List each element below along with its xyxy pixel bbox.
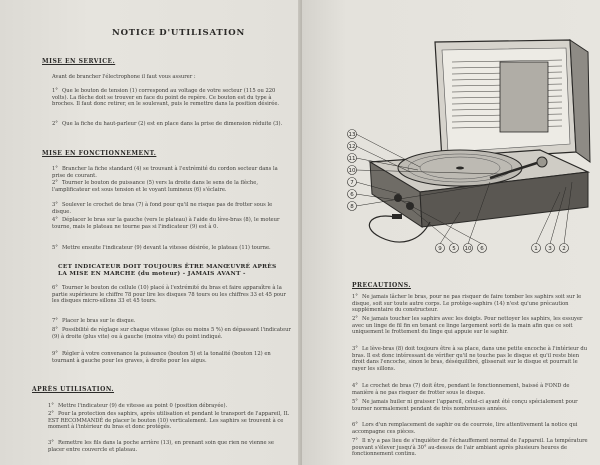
record-player-illustration (340, 22, 595, 272)
callout-9: 9 (438, 246, 442, 252)
mef-item-8: 8° Possibilité de réglage sur chaque vitesse (plus ou moins 5 %) en dépassant l'indicateur (9) à droite (plus vite) ou à gauche (moins vite) du point indiqué. (52, 327, 291, 340)
intro-text: Avant de brancher l'électrophone il faut vous assurer : (52, 74, 196, 80)
mef-item-2: 2° Tourner le bouton de puissance (5) vers la droite dans le sens de la flèche, l'amplificateur est sous tension et le voyant lumineux (6) s'éclaire. (52, 180, 258, 193)
callout-7: 7 (350, 180, 354, 186)
prec-item-1: 1° Ne jamais lâcher le bras, pour ne pas risquer de faire tomber les saphirs soit sur le disque, soit sur toute autre corps. Le protège-saphirs (14) n'est qu'une précaution supplémentaire du constructeur. (352, 294, 582, 314)
au-item-2: 2° Pour la protection des saphirs, après utilisation et pendant le transport de l'appareil, IL EST RECOMMANDÉ de placer le bouton (10) verticalement. Les saphirs se trouvent à ce moment à l'intérieur du bras et donc protégés. (48, 411, 289, 431)
page-title: NOTICE D'UTILISATION (112, 28, 246, 38)
mef-item-4: 4° Déplacer le bras sur la gauche (vers le plateau) à l'aide du lève-bras (8), le moteur tourne, mais le plateau ne tourne pas si l'indicateur (9) est à 0. (52, 217, 280, 230)
prec-item-4: 4° Le crochet de bras (7) doit être, pendant le fonctionnement, baissé à FOND de manière à ne pas risquer de frotter sous le disque. (352, 383, 570, 396)
callout-5: 5 (452, 246, 456, 252)
prec-item-5: 5° Ne jamais huiler ni graisser l'appareil, celui-ci ayant été conçu spécialement pour tourner normalement pendant de très nombreuses années. (352, 399, 578, 412)
prec-item-3: 3° Le lève-bras (8) doit toujours être à sa place, dans une petite encoche à l'intérieur du bras. Il est donc intéressant de vérifier qu'il ne touche pas le disque et qu'il reste bien droit dans l'encoche, sinon le bras, déséquilibré, glisserait sur le disque et pourrait le rayer les sillons. (352, 346, 588, 372)
right-page (302, 0, 600, 465)
heading-precautions: PRECAUTIONS. (352, 282, 411, 289)
mef-item-1: 1° Brancher la fiche standard (4) se trouvant à l'extrémité du cordon secteur dans la prise de courant. (52, 166, 278, 179)
mef-item-6: 6° Tourner le bouton de cellule (10) placé à l'extrémité du bras et faire apparaître à la partie supérieure le chiffre 78 pour lire les disques 78 tours ou les chiffres 33 et 45 pour les disques micro-sillons 33 et 45 tours. (52, 285, 286, 305)
callout-10b: 10 (464, 246, 472, 252)
au-item-3: 3° Remettre les fils dans la poche arrière (13), en prenant soin que rien ne vienne se placer entre couvercle et plateau. (48, 440, 274, 453)
prec-item-2: 2° Ne jamais toucher les saphirs avec les doigts. Pour nettoyer les saphirs, les essuyer avec un linge de fil fin en tenant ce linge largement sorti de la main afin que ce soit uniquement le frottement du linge qui appuie sur le saphir. (352, 316, 583, 336)
prec-item-6: 6° Lors d'un remplacement de saphir ou de courroie, lire attentivement la notice qui accompagne ces pièces. (352, 422, 578, 435)
callout-13: 13 (348, 132, 356, 138)
mef-item-9: 9° Régler à votre convenance la puissance (bouton 5) et la tonalité (bouton 12) en tournant à gauche pour les graves, à droite pour les aigus. (52, 351, 271, 364)
callout-8: 8 (350, 204, 354, 210)
heading-mise-en-fonctionnement: MISE EN FONCTIONNEMENT. (42, 150, 157, 157)
callout-12: 12 (348, 144, 356, 150)
mes-item-1: 1° Que le bouton de tension (1) correspond au voltage de votre secteur (115 ou 220 volts). La flèche doit se trouver en face du point de repère. Ce bouton est du type à broches. Il faut donc retirer, en le soulevant, puis le remettre dans la position désirée. (52, 88, 280, 108)
mef-item-3: 3° Soulever le crochet de bras (7) à fond pour qu'il ne risque pas de frotter sous le disque. (52, 202, 273, 215)
mef-item-5: 5° Mettre ensuite l'indicateur (9) devant la vitesse désirée, le plateau (11) tourne. (52, 245, 271, 251)
callout-2: 2 (562, 246, 566, 252)
callout-6: 6 (350, 192, 354, 198)
mef-item-7: 7° Placer le bras sur le disque. (52, 318, 136, 324)
mes-item-2: 2° Que la fiche du haut-parleur (2) est en place dans la prise de dimension réduite (3). (52, 121, 283, 127)
callout-10: 10 (348, 168, 356, 174)
heading-apres-utilisation: APRÈS UTILISATION. (32, 386, 115, 393)
callout-1: 1 (534, 246, 538, 252)
prec-item-7: 7° Il n'y a pas lieu de s'inquiéter de l'échauffement normal de l'appareil. La température pouvant s'élever jusqu'à 30° au-dessus de l'air ambiant après plusieurs heures de fonctionnement continu. (352, 438, 588, 458)
heading-mise-en-service: MISE EN SERVICE. (42, 58, 116, 65)
callout-11: 11 (348, 156, 356, 162)
callout-6b: 6 (480, 246, 484, 252)
callout-3: 3 (548, 246, 552, 252)
au-item-1: 1° Mettre l'indicateur (9) de vitesse au point 0 (position débrayée). (48, 403, 228, 409)
warning-box: CET INDICATEUR DOIT TOUJOURS ÊTRE MANŒUVRÉ APRÈS LA MISE EN MARCHE (du moteur) - JAMAIS AVANT - (58, 264, 277, 277)
